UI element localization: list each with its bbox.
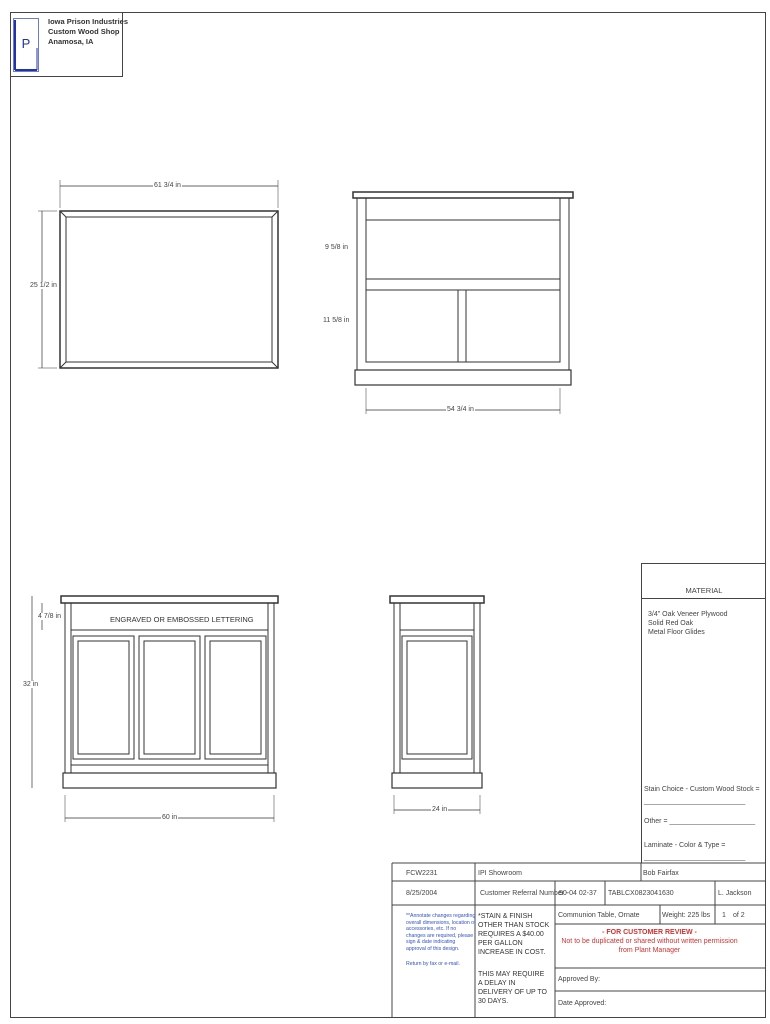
- drawing-date: 8/25/2004: [406, 890, 438, 897]
- sheet-total: of 2: [733, 912, 745, 919]
- material-title: MATERIAL: [685, 586, 723, 595]
- drawing-number: TABLCX0823041630: [608, 890, 674, 897]
- dim-front-header: 4 7/8 in: [38, 613, 61, 620]
- dim-top-depth: 25 1/2 in: [30, 282, 57, 289]
- referral-label: Customer Referral Number -: [480, 890, 569, 897]
- dim-inner-width: 54 3/4 in: [447, 406, 474, 413]
- lettering-label: ENGRAVED OR EMBOSSED LETTERING: [110, 615, 254, 624]
- dim-lower-shelf: 11 5/8 in: [323, 317, 350, 324]
- material-item: Solid Red Oak: [648, 620, 694, 627]
- laminate-field[interactable]: Laminate - Color & Type =: [644, 842, 726, 849]
- company-shop: Custom Wood Shop: [48, 27, 120, 36]
- stain-choice-field[interactable]: Stain Choice - Custom Wood Stock =: [644, 786, 760, 793]
- product-weight: Weight: 225 lbs: [662, 912, 711, 919]
- stain-note: *STAIN & FINISH OTHER THAN STOCK REQUIRES A $40.00 PER GALLON INCREASE IN COST.: [478, 913, 550, 956]
- front-view: [32, 596, 278, 822]
- dim-upper-shelf: 9 5/8 in: [325, 244, 348, 251]
- drawn-by: L. Jackson: [718, 890, 752, 897]
- material-item: 3/4" Oak Veneer Plywood: [648, 611, 728, 618]
- dim-top-width: 61 3/4 in: [154, 182, 181, 189]
- top-view: [38, 180, 278, 368]
- company-name: Iowa Prison Industries: [48, 17, 129, 26]
- annotate-text: **Annotate changes regarding overall dimensions, location of accessories, etc. If no changes are required, please sign & date indicating approval of this design.: [406, 913, 476, 952]
- review-text: Not to be duplicated or shared without written permission from Plant Manager: [561, 938, 738, 954]
- material-divider: [642, 598, 766, 599]
- dim-side-depth: 24 in: [432, 806, 448, 813]
- contact-name: Bob Fairfax: [643, 870, 679, 877]
- delay-note: THIS MAY REQUIRE A DELAY IN DELIVERY OF UP TO 30 DAYS.: [478, 971, 547, 1005]
- other-field[interactable]: Other = ______________________: [644, 818, 756, 825]
- product-name: Communion Table, Ornate: [558, 912, 640, 919]
- material-item: Metal Floor Glides: [648, 629, 705, 636]
- rear-view: [353, 192, 573, 414]
- material-block: [641, 563, 766, 863]
- sheet-number: 1: [722, 912, 726, 919]
- stain-choice-line: __________________________: [644, 798, 746, 805]
- review-title: - FOR CUSTOMER REVIEW -: [602, 929, 697, 936]
- annotate-note: [406, 913, 476, 967]
- return-text: Return by fax or e-mail.: [406, 960, 460, 967]
- material-list: [648, 610, 728, 637]
- dim-height: 32 in: [23, 681, 39, 688]
- approved-by-field[interactable]: Approved By:: [558, 976, 601, 983]
- side-view: [390, 596, 484, 814]
- referral-number: 50-04 02-37: [559, 890, 597, 897]
- laminate-line: __________________________: [644, 854, 746, 861]
- dim-front-width: 60 in: [162, 814, 178, 821]
- job-number: FCW2231: [406, 870, 438, 877]
- job-location: IPI Showroom: [478, 870, 522, 877]
- company-location: Anamosa, IA: [48, 37, 94, 46]
- date-approved-field[interactable]: Date Approved:: [558, 1000, 607, 1007]
- customer-review-notice: [557, 928, 742, 955]
- logo-letter: P: [21, 36, 31, 51]
